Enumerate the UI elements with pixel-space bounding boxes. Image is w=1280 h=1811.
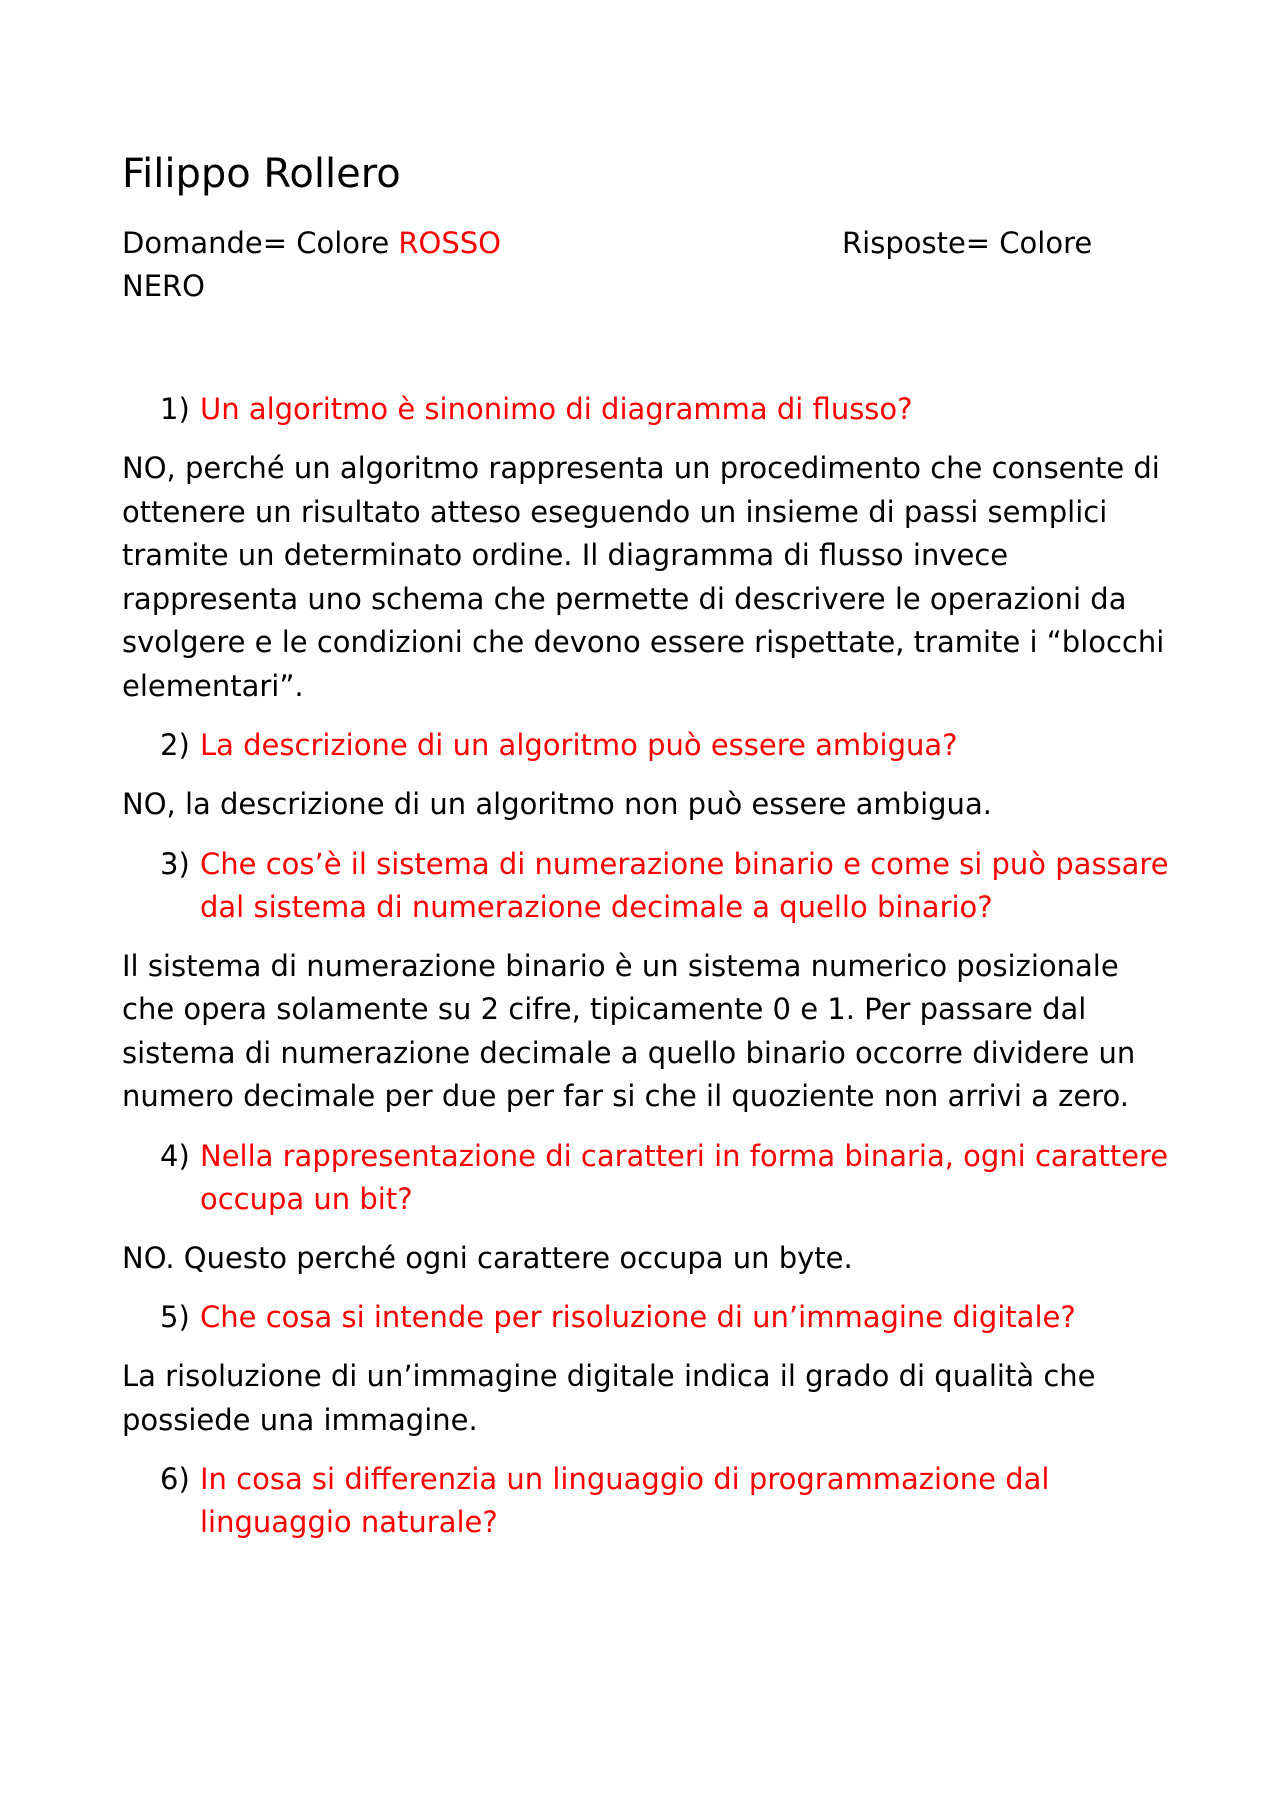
answer-1: NO, perché un algoritmo rappresenta un procedimento che consente di ottenere un risultato atteso eseguendo un insieme di passi semplici tramite un determinato ordine. Il diagramma di flusso invece rappresenta uno schema che permette di descrivere le operazioni da svolgere e le condizioni che devono essere rispettate, tramite i “blocchi elementari”. bbox=[122, 451, 1165, 703]
qa-list bbox=[122, 388, 1172, 1560]
question-number: 4) bbox=[160, 1138, 190, 1173]
answer-4: NO. Questo perché ogni carattere occupa un byte. bbox=[122, 1240, 853, 1275]
question-number: 2) bbox=[160, 728, 190, 762]
question-text: Che cosa si intende per risoluzione di un’immagine digitale? bbox=[200, 1300, 1076, 1334]
question-5 bbox=[122, 1296, 1172, 1339]
question-4 bbox=[122, 1135, 1172, 1221]
questions-legend bbox=[122, 226, 501, 260]
answers-color-word: NERO bbox=[122, 269, 205, 303]
answers-legend-label: Risposte= Colore bbox=[842, 226, 1093, 260]
question-text: In cosa si differenzia un linguaggio di programmazione dal linguaggio naturale? bbox=[200, 1462, 1050, 1539]
question-number: 1) bbox=[160, 392, 190, 426]
questions-legend-label: Domande= Colore bbox=[122, 226, 399, 260]
question-number: 3) bbox=[160, 846, 190, 881]
question-text: Nella rappresentazione di caratteri in forma binaria, ogni carattere occupa un bit? bbox=[200, 1138, 1169, 1216]
author-name: Filippo Rollero bbox=[122, 151, 401, 197]
answer-2: NO, la descrizione di un algoritmo non può essere ambigua. bbox=[122, 787, 992, 821]
question-text: Che cos’è il sistema di numerazione binario e come si può passare dal sistema di numerazione decimale a quello binario? bbox=[200, 846, 1169, 924]
question-text: Un algoritmo è sinonimo di diagramma di flusso? bbox=[200, 392, 913, 426]
question-1 bbox=[122, 388, 1172, 431]
question-6 bbox=[122, 1458, 1172, 1544]
questions-color-word: ROSSO bbox=[398, 226, 502, 260]
color-legend bbox=[122, 222, 1172, 303]
question-text: La descrizione di un algoritmo può essere ambigua? bbox=[200, 728, 958, 762]
answer-5: La risoluzione di un’immagine digitale indica il grado di qualità che possiede una immagine. bbox=[122, 1359, 1096, 1437]
question-3 bbox=[122, 843, 1172, 929]
question-number: 6) bbox=[160, 1462, 190, 1496]
question-number: 5) bbox=[160, 1300, 190, 1334]
answer-3: Il sistema di numerazione binario è un sistema numerico posizionale che opera solamente su 2 cifre, tipicamente 0 e 1. Per passare dal sistema di numerazione decimale a quello binario occorre dividere un numero decimale per due per far si che il quoziente non arrivi a zero. bbox=[122, 948, 1136, 1113]
question-2 bbox=[122, 724, 1172, 767]
